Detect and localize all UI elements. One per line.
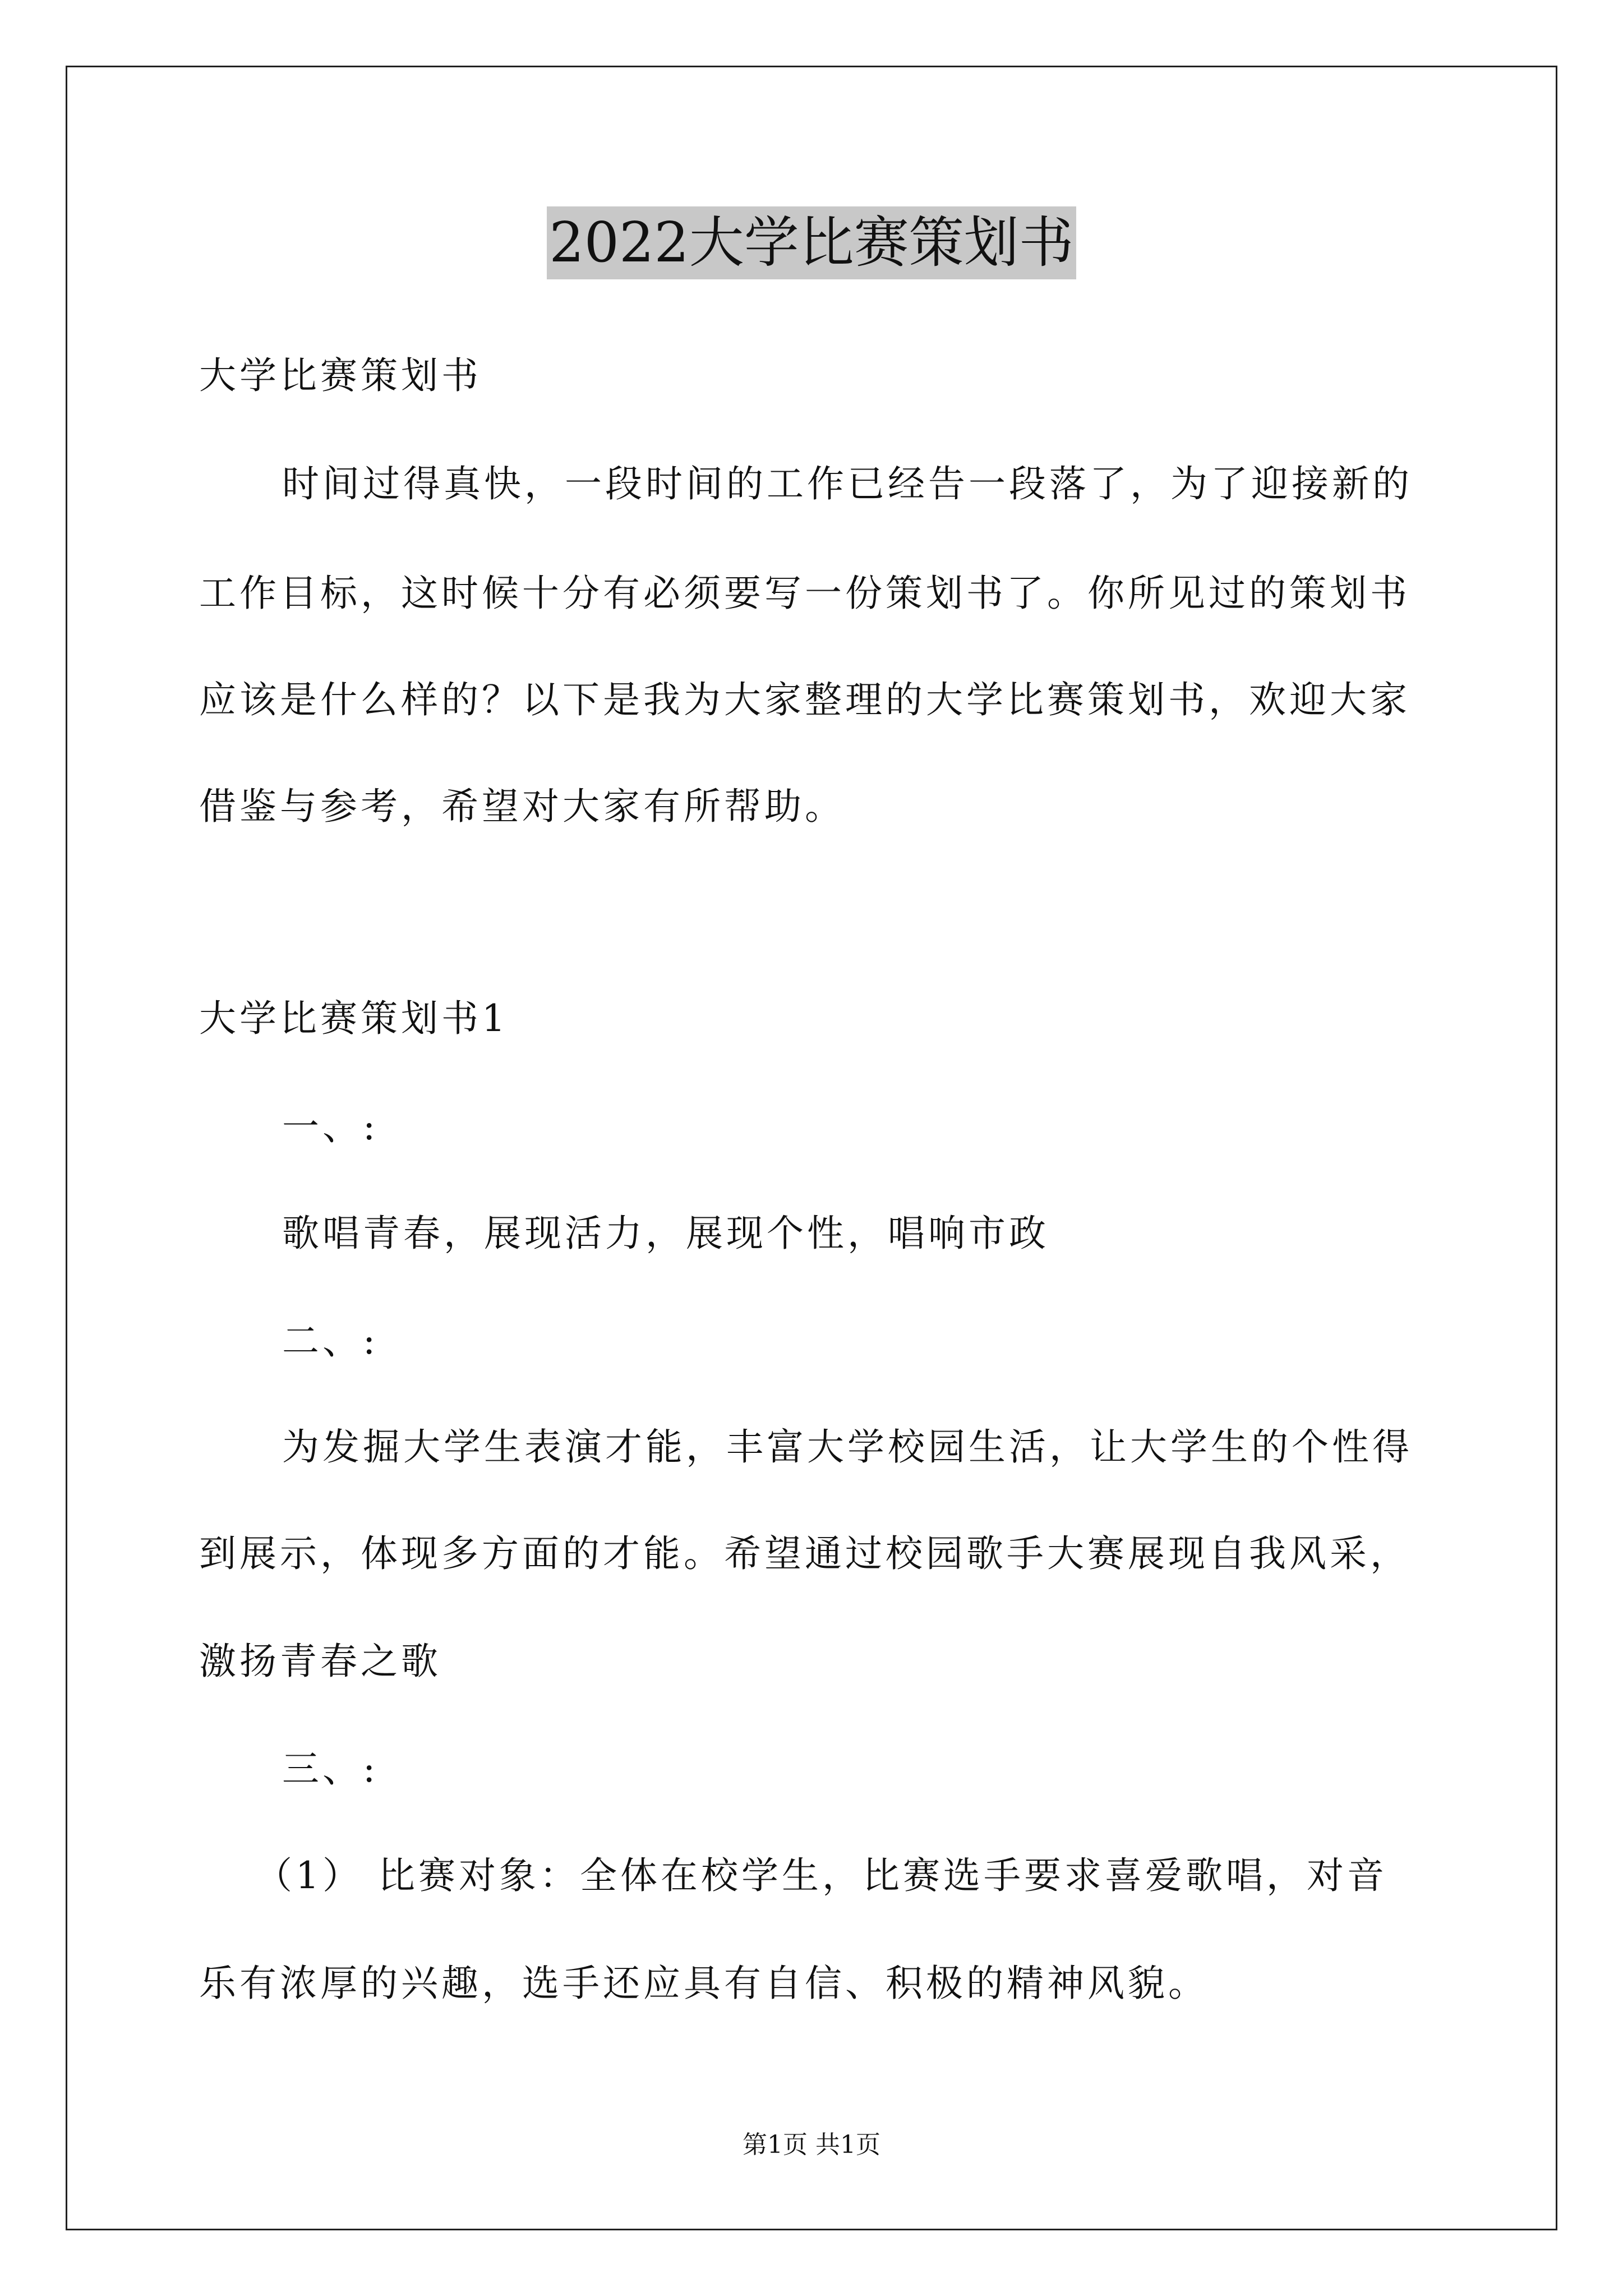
page-footer: 第1页 共1页 [743, 2131, 880, 2159]
intro-line-3: 应该是什么样的？以下是我为大家整理的大学比赛策划书，欢迎大家 [199, 678, 1410, 721]
item-2-text-line-2: 到展示，体现多方面的才能。希望通过校园歌手大赛展现自我风采， [199, 1532, 1410, 1575]
item-2-text-line-1: 为发掘大学生表演才能，丰富大学校园生活，让大学生的个性得 [282, 1425, 1413, 1469]
item-2-text-line-3: 激扬青春之歌 [199, 1640, 441, 1683]
title-container [0, 206, 1623, 279]
subtitle: 大学比赛策划书 [199, 354, 482, 397]
item-1-text: 歌唱青春，展现活力，展现个性，唱响市政 [282, 1212, 1049, 1255]
item-2-label: 二、: [282, 1319, 379, 1363]
item-3-text-line-2: 乐有浓厚的兴趣，选手还应具有自信、积极的精神风貌。 [199, 1962, 1209, 2005]
document-title: 2022大学比赛策划书 [547, 206, 1076, 279]
intro-line-1: 时间过得真快，一段时间的工作已经告一段落了，为了迎接新的 [282, 462, 1413, 505]
intro-line-4: 借鉴与参考，希望对大家有所帮助。 [199, 785, 845, 828]
item-3-text-line-1: （1） 比赛对象：全体在校学生，比赛选手要求喜爱歌唱，对音 [255, 1854, 1387, 1897]
item-1-label: 一、: [282, 1105, 379, 1148]
section-heading: 大学比赛策划书1 [199, 997, 509, 1040]
intro-line-2: 工作目标，这时候十分有必须要写一份策划书了。你所见过的策划书 [199, 572, 1410, 615]
item-3-label: 三、: [282, 1747, 379, 1791]
